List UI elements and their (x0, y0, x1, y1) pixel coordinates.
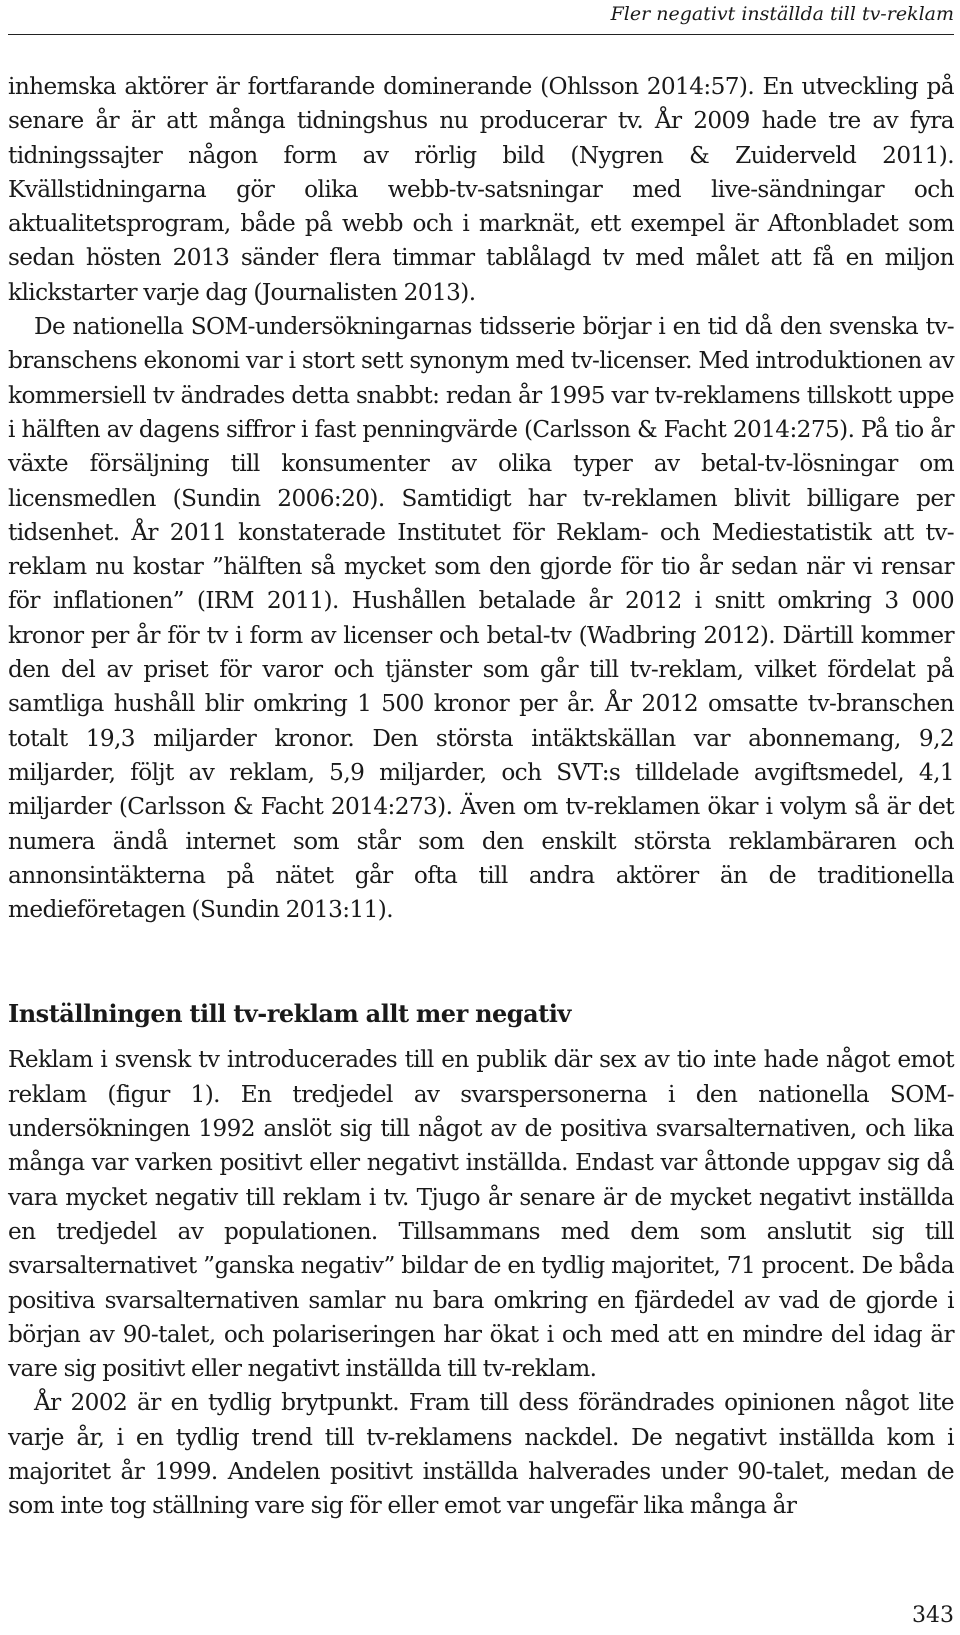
paragraph-1: inhemska aktörer är fortfarande dominerande (Ohlsson 2014:57). En utveckling på senare år är att många tidningshus nu producerar tv. År 2009 hade tre av fyra tidningssajter någon form av rörlig bild (Nygren & Zuiderveld 2011). Kvällstidningarna gör olika webb-tv-satsningar med live-sändningar och aktualitetsprogram, både på webb och i marknät, ett exempel är Aftonbladet som sedan hösten 2013 sänder flera timmar tablålagd tv med målet att få en miljon klickstarter varje dag (Journalisten 2013). (8, 73, 954, 306)
paragraph-4: År 2002 är en tydlig brytpunkt. Fram till dess förändrades opinionen något lite varje år, i en tydlig trend till tv-reklamens nackdel. De negativt inställda kom i majoritet år 1999. Andelen positivt inställda halverades under 90-talet, medan de som inte tog ställning vare sig för eller emot var ungefär lika många år (8, 1389, 954, 1520)
running-header: Fler negativt inställda till tv-reklam (8, 0, 954, 35)
section-heading: Inställningen till tv-reklam allt mer negativ (8, 999, 571, 1029)
paragraph-2: De nationella SOM-undersökningarnas tidsserie börjar i en tid då den svenska tv-branschens ekonomi var i stort sett synonym med tv-licenser. Med introduktionen av kommersiell tv ändrades detta snabbt: redan år 1995 var tv-reklamens tillskott uppe i hälften av dagens siffror i fast penningvärde (Carlsson & Facht 2014:275). På tio år växte försäljning till konsumenter av olika typer av betal-tv-lösningar om licensmedlen (Sundin 2006:20). Samtidigt har tv-reklamen blivit billigare per tidsenhet. År 2011 konstaterade Institutet för Reklam- och Mediestatistik att tv-reklam nu kostar ”hälften så mycket som den gjorde för tio år sedan när vi rensar för inflationen” (IRM 2011). Hushållen betalade år 2012 i snitt omkring 3 000 kronor per år för tv i form av licenser och betal-tv (Wadbring 2012). Därtill kommer den del av priset för varor och tjänster som går till tv-reklam, vilket fördelat på samtliga hushåll blir omkring 1 500 kronor per år. År 2012 omsatte tv-branschen totalt 19,3 miljarder kronor. Den största intäktskällan var abonnemang, 9,2 miljarder, följt av reklam, 5,9 miljarder, och SVT:s tilldelade avgiftsmedel, 4,1 miljarder (Carlsson & Facht 2014:273). Även om tv-reklamen ökar i volym så är det numera ändå internet som står som den enskilt största reklambäraren och annonsintäkterna på nätet går ofta till andra aktörer än de traditionella medieföretagen (Sundin 2013:11). (8, 313, 954, 924)
paragraph-3: Reklam i svensk tv introducerades till en publik där sex av tio inte hade något emot reklam (figur 1). En tredjedel av svarspersonerna i den nationella SOM-undersökningen 1992 anslöt sig till något av de positiva svarsalternativen, och lika många var varken positivt eller negativt inställda. Endast var åttonde uppgav sig då vara mycket negativ till reklam i tv. Tjugo år senare är de mycket negativt inställda en tredjedel av populationen. Tillsammans med dem som anslutit sig till svarsalternativet ”ganska negativ” bildar de en tydlig majoritet, 71 procent. De båda positiva svarsalternativen samlar nu bara omkring en fjärdedel av vad de gjorde i början av 90-talet, och polariseringen har ökat i och med att en mindre del idag är vare sig positivt eller negativt inställda till tv-reklam. (8, 1046, 954, 1383)
page-number: 343 (912, 1603, 954, 1628)
body-text (8, 70, 954, 1524)
